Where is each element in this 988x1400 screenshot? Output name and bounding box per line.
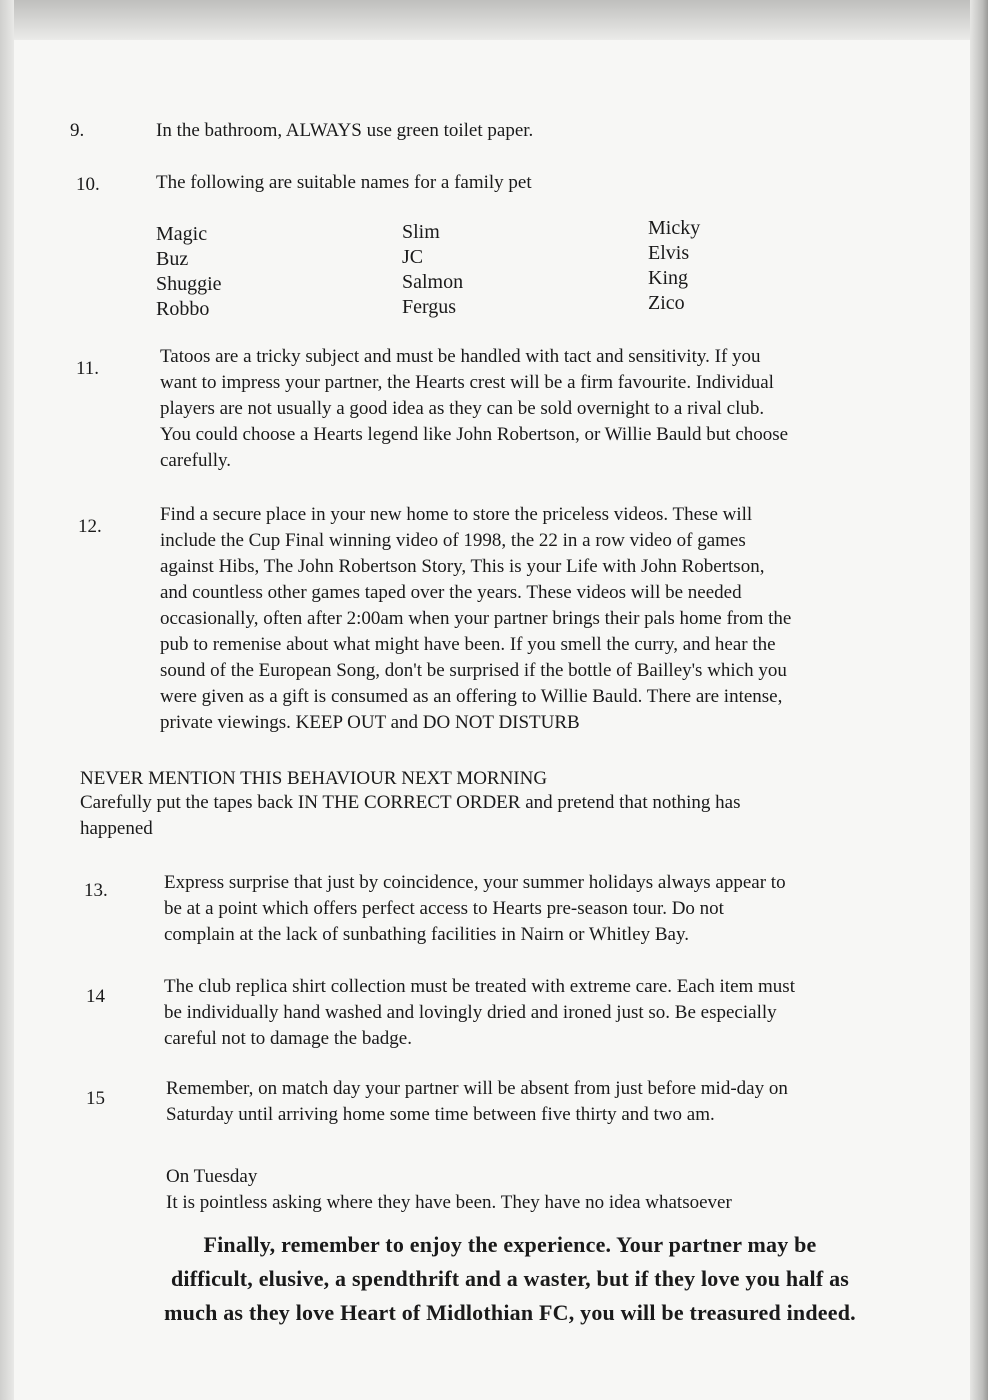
pet-name: Magic xyxy=(156,223,208,245)
closing-line: much as they love Heart of Midlothian FC, you will be treasured indeed. xyxy=(164,1300,856,1325)
text-line: Tatoos are a tricky subject and must be handled with tact and sensitivity. If you xyxy=(160,346,761,367)
text-line: private viewings. KEEP OUT and DO NOT DISTURB xyxy=(160,712,580,733)
closing-line: difficult, elusive, a spendthrift and a waster, but if they love you half as xyxy=(170,1266,850,1291)
item-11-text xyxy=(160,344,788,474)
text-line: The club replica shirt collection must be treated with extreme care. Each item must xyxy=(164,976,795,997)
on-tuesday-heading: On Tuesday xyxy=(166,1166,258,1187)
item-10-number: 10. xyxy=(76,174,100,195)
never-mention-heading: NEVER MENTION THIS BEHAVIOUR NEXT MORNING xyxy=(80,768,548,789)
text-line: complain at the lack of sunbathing facilities in Nairn or Whitley Bay. xyxy=(164,924,689,945)
pet-name: King xyxy=(648,267,688,289)
item-12-text xyxy=(160,502,791,736)
item-15-text xyxy=(166,1076,788,1128)
page-top-shadow xyxy=(0,0,988,40)
item-14-number: 14 xyxy=(86,986,105,1007)
page-left-edge xyxy=(0,0,14,1400)
item-13-number: 13. xyxy=(84,880,108,901)
item-12-number: 12. xyxy=(78,516,102,537)
closing-line: Finally, remember to enjoy the experience. Your partner may be xyxy=(203,1232,817,1257)
text-line: sound of the European Song, don't be surprised if the bottle of Bailley's which you xyxy=(160,660,787,681)
pet-names-column-1 xyxy=(156,222,222,322)
pet-name: Shuggie xyxy=(156,273,222,295)
never-mention-text xyxy=(80,790,741,842)
item-11-number: 11. xyxy=(76,358,100,379)
pet-names-column-2 xyxy=(402,220,463,320)
text-line: careful not to damage the badge. xyxy=(164,1028,412,1049)
text-line: against Hibs, The John Robertson Story, This is your Life with John Robertson, xyxy=(160,556,765,577)
pet-name: Robbo xyxy=(156,298,210,320)
item-15-number: 15 xyxy=(86,1088,105,1109)
pet-name: Slim xyxy=(402,221,440,243)
pet-name: Fergus xyxy=(402,296,457,318)
on-tuesday-text: It is pointless asking where they have been. They have no idea whatsoever xyxy=(166,1192,732,1213)
text-line: pub to remenise about what might have been. If you smell the curry, and hear the xyxy=(160,634,776,655)
text-line: players are not usually a good idea as they can be sold overnight to a rival club. xyxy=(160,398,765,419)
pet-name: Micky xyxy=(648,217,701,239)
text-line: happened xyxy=(80,818,153,839)
pet-names-column-3 xyxy=(648,216,700,316)
text-line: Find a secure place in your new home to store the priceless videos. These will xyxy=(160,504,753,525)
item-9-number: 9. xyxy=(70,120,85,141)
pet-name: Buz xyxy=(156,248,189,270)
text-line: be individually hand washed and lovingly dried and ironed just so. Be especially xyxy=(164,1002,777,1023)
text-line: be at a point which offers perfect access to Hearts pre-season tour. Do not xyxy=(164,898,724,919)
text-line: include the Cup Final winning video of 1998, the 22 in a row video of games xyxy=(160,530,746,551)
pet-name: JC xyxy=(402,246,424,268)
item-9-text: In the bathroom, ALWAYS use green toilet paper. xyxy=(156,120,534,141)
page-right-edge xyxy=(970,0,988,1400)
text-line: and countless other games taped over the years. These videos will be needed xyxy=(160,582,742,603)
pet-name: Zico xyxy=(648,292,685,314)
text-line: occasionally, often after 2:00am when your partner brings their pals home from the xyxy=(160,608,792,629)
text-line: Express surprise that just by coincidence, your summer holidays always appear to xyxy=(164,872,786,893)
pet-name: Elvis xyxy=(648,242,690,264)
closing-statement xyxy=(80,1228,940,1330)
text-line: carefully. xyxy=(160,450,232,471)
item-13-text xyxy=(164,870,786,948)
text-line: Remember, on match day your partner will be absent from just before mid-day on xyxy=(166,1078,788,1099)
text-line: Carefully put the tapes back IN THE CORRECT ORDER and pretend that nothing has xyxy=(80,792,741,813)
text-line: want to impress your partner, the Hearts crest will be a firm favourite. Individual xyxy=(160,372,774,393)
text-line: were given as a gift is consumed as an offering to Willie Bauld. There are intense, xyxy=(160,686,783,707)
text-line: You could choose a Hearts legend like John Robertson, or Willie Bauld but choose xyxy=(160,424,789,445)
text-line: Saturday until arriving home some time between five thirty and two am. xyxy=(166,1104,715,1125)
pet-name: Salmon xyxy=(402,271,464,293)
item-10-text: The following are suitable names for a family pet xyxy=(156,172,532,193)
item-14-text xyxy=(164,974,795,1052)
